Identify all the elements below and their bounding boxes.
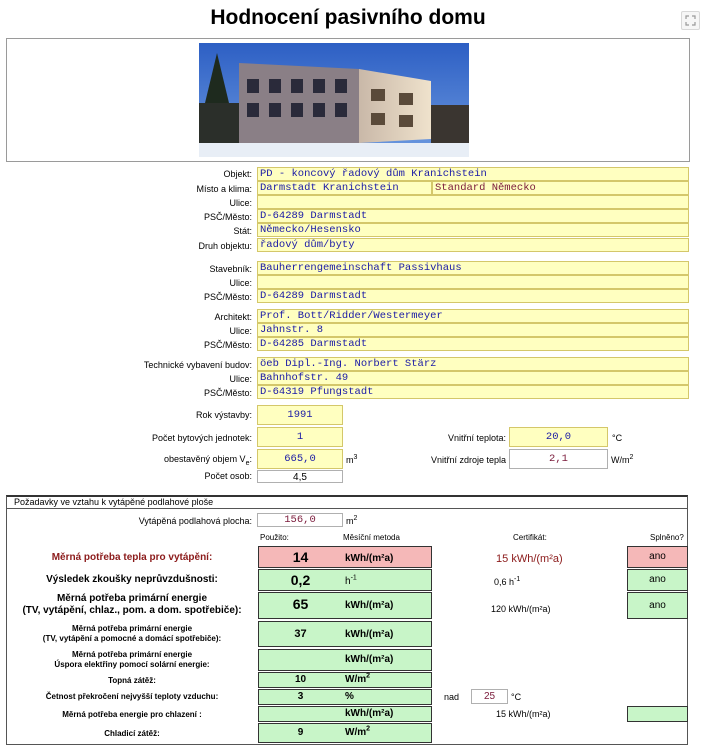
area-unit bbox=[346, 516, 357, 526]
heating-demand-unit: kWh/(m²a) bbox=[345, 553, 394, 564]
airtightness-unit-sup: -1 bbox=[350, 574, 357, 582]
heating-demand-cert bbox=[496, 553, 563, 565]
cooling-demand-label: Měrná potřeba energie pro chlazení : bbox=[62, 710, 202, 719]
year-field[interactable]: 1991 bbox=[257, 405, 343, 425]
area-unit-sup: 2 bbox=[353, 515, 358, 522]
airtightness-cert-sup: -1 bbox=[514, 576, 521, 583]
cooling-demand-unit: kWh/(m²a) bbox=[345, 708, 394, 719]
heating-demand-value: 14 bbox=[292, 549, 309, 565]
location-label: Místo a klima: bbox=[196, 184, 252, 194]
architect-field[interactable]: Prof. Bott/Ridder/Westermeyer bbox=[257, 309, 689, 323]
volume-label-sub: e bbox=[245, 459, 250, 467]
engineer-label: Technické vybavení budov: bbox=[143, 360, 252, 370]
cooling-demand-cert-unit: kWh/(m²a) bbox=[508, 709, 551, 719]
persons-value: 4,5 bbox=[257, 470, 343, 483]
airtightness-unit bbox=[345, 576, 357, 587]
heating-load-unit-text: W/m bbox=[345, 674, 367, 685]
primary-energy-cert bbox=[491, 604, 551, 614]
builder-zip-field[interactable]: D-64289 Darmstadt bbox=[257, 289, 689, 303]
engineer-zip-field[interactable]: D-64319 Pfungstadt bbox=[257, 385, 689, 399]
object-field[interactable]: PD - koncový řadový dům Kranichstein bbox=[257, 167, 689, 181]
overheating-unit: % bbox=[345, 691, 354, 702]
object-label: Objekt: bbox=[223, 169, 252, 179]
col-used: Použito: bbox=[260, 533, 289, 542]
temp-field[interactable]: 20,0 bbox=[509, 427, 608, 447]
architect-street-field[interactable]: Jahnstr. 8 bbox=[257, 323, 689, 337]
street-label: Ulice: bbox=[229, 198, 252, 208]
overheating-limit: 25 bbox=[471, 689, 508, 704]
airtightness-cert-unit: h bbox=[509, 577, 515, 587]
heating-load-unit-sup: 2 bbox=[366, 672, 371, 680]
street-field[interactable] bbox=[257, 195, 689, 209]
cooling-demand-cert-value: 15 bbox=[496, 709, 507, 719]
airtightness-label: Výsledek zkoušky neprůvzdušnosti: bbox=[46, 574, 218, 585]
overheating-label: Četnost překročení nejvyšší teploty vzduchu: bbox=[45, 692, 219, 701]
engineer-street-field[interactable]: Bahnhofstr. 49 bbox=[257, 371, 689, 385]
airtightness-cert-value: 0,6 bbox=[494, 577, 507, 587]
architect-zip-label: PSČ/Město: bbox=[203, 340, 252, 350]
solar-savings-label-1: Měrná potřeba primární energie bbox=[71, 650, 193, 659]
heating-load-value: 10 bbox=[294, 674, 307, 685]
primary-energy-label bbox=[14, 593, 250, 617]
airtightness-cert bbox=[494, 577, 520, 587]
volume-label-text: obestavěný objem V bbox=[164, 454, 246, 464]
climate-field[interactable]: Standard Německo bbox=[432, 181, 689, 195]
engineer-zip-label: PSČ/Město: bbox=[203, 388, 252, 398]
cooling-load-unit-text: W/m bbox=[345, 727, 367, 738]
heating-load-label: Topná zátěž: bbox=[108, 676, 156, 685]
area-label: Vytápěná podlahová plocha: bbox=[138, 516, 252, 526]
builder-zip-label: PSČ/Město: bbox=[203, 292, 252, 302]
persons-label: Počet osob: bbox=[204, 471, 252, 481]
gains-unit bbox=[611, 455, 633, 465]
heating-load-unit bbox=[345, 674, 370, 685]
cooling-load-unit bbox=[345, 727, 370, 738]
engineer-street-label: Ulice: bbox=[229, 374, 252, 384]
builder-label: Stavebník: bbox=[209, 264, 252, 274]
primary-energy-2-value: 37 bbox=[294, 628, 307, 640]
object-type-label: Druh objektu: bbox=[198, 241, 252, 251]
zip-city-label: PSČ/Město: bbox=[203, 212, 252, 222]
cooling-demand-cert bbox=[496, 709, 551, 719]
requirements-header: Požadavky ve vztahu k vytápěné podlahové ploše bbox=[14, 497, 214, 507]
volume-unit-text: m bbox=[346, 455, 354, 465]
gains-unit-text: W/m bbox=[611, 455, 630, 465]
solar-savings-label-2: Úspora elektřiny pomocí solární energie: bbox=[54, 660, 210, 669]
volume-unit bbox=[346, 455, 357, 465]
architect-street-label: Ulice: bbox=[229, 326, 252, 336]
expand-icon[interactable] bbox=[681, 11, 700, 30]
primary-energy-ok: ano bbox=[627, 592, 688, 619]
primary-energy-cert-value: 120 bbox=[491, 604, 507, 614]
country-label: Stát: bbox=[233, 226, 252, 236]
location-field[interactable]: Darmstadt Kranichstein bbox=[257, 181, 432, 195]
heating-demand-label: Měrná potřeba tepla pro vytápění: bbox=[51, 552, 213, 563]
overheating-limit-unit: °C bbox=[511, 692, 522, 702]
airtightness-ok: ano bbox=[627, 569, 688, 591]
gains-value: 2,1 bbox=[509, 449, 608, 469]
cooling-load-value: 9 bbox=[297, 727, 304, 738]
airtightness-value: 0,2 bbox=[290, 572, 311, 588]
zip-city-field[interactable]: D-64289 Darmstadt bbox=[257, 209, 689, 223]
overheating-over-label: nad bbox=[444, 692, 460, 702]
primary-energy-label-1: Měrná potřeba primární energie bbox=[56, 593, 208, 604]
units-label: Počet bytových jednotek: bbox=[151, 433, 252, 443]
object-type-field[interactable]: řadový dům/byty bbox=[257, 238, 689, 252]
heating-demand-cert-unit: kWh/(m²a) bbox=[511, 553, 563, 565]
building-photo bbox=[199, 43, 469, 157]
year-label: Rok výstavby: bbox=[195, 410, 252, 420]
builder-street-label: Ulice: bbox=[229, 278, 252, 288]
cooling-load-unit-sup: 2 bbox=[366, 725, 371, 733]
builder-field[interactable]: Bauherrengemeinschaft Passivhaus bbox=[257, 261, 689, 275]
area-value: 156,0 bbox=[257, 513, 343, 527]
volume-field[interactable]: 665,0 bbox=[257, 449, 343, 469]
architect-label: Architekt: bbox=[214, 312, 252, 322]
volume-unit-sup: 3 bbox=[353, 454, 358, 461]
solar-savings-unit: kWh/(m²a) bbox=[345, 654, 394, 665]
country-field[interactable]: Německo/Hesensko bbox=[257, 223, 689, 237]
airtightness-unit-text: h bbox=[345, 576, 351, 587]
col-method: Měsíční metoda bbox=[343, 533, 400, 542]
primary-energy-label-2: (TV, vytápění, chlaz., pom. a dom. spotřebiče): bbox=[22, 605, 242, 616]
builder-street-field[interactable] bbox=[257, 275, 689, 289]
primary-energy-unit: kWh/(m²a) bbox=[345, 600, 394, 611]
volume-label: obestavěný objem $V_e$: bbox=[164, 454, 252, 467]
gains-unit-sup: 2 bbox=[629, 454, 634, 461]
primary-energy-cert-unit: kWh/(m²a) bbox=[508, 604, 551, 614]
primary-energy-2-label bbox=[14, 624, 250, 644]
primary-energy-value: 65 bbox=[292, 596, 309, 612]
overheating-value: 3 bbox=[297, 691, 304, 702]
gains-label: Vnitřní zdroje tepla bbox=[430, 455, 506, 465]
temp-label: Vnitřní teplota: bbox=[447, 433, 506, 443]
col-ok: Splněno? bbox=[650, 533, 684, 542]
heating-demand-ok: ano bbox=[627, 546, 688, 568]
primary-energy-2-label-1: Měrná potřeba primární energie bbox=[71, 624, 193, 633]
page-title: Hodnocení pasivního domu bbox=[210, 6, 486, 29]
temp-unit: °C bbox=[612, 433, 623, 443]
units-field[interactable]: 1 bbox=[257, 427, 343, 447]
heating-demand-cert-value: 15 bbox=[496, 553, 509, 565]
area-unit-text: m bbox=[346, 516, 354, 526]
cooling-load-label: Chladicí zátěž: bbox=[104, 729, 160, 738]
engineer-field[interactable]: öeb Dipl.-Ing. Norbert Stärz bbox=[257, 357, 689, 371]
col-cert: Certifikát: bbox=[513, 533, 547, 542]
cooling-demand-ok bbox=[627, 706, 688, 722]
architect-zip-field[interactable]: D-64285 Darmstadt bbox=[257, 337, 689, 351]
requirements-divider bbox=[6, 508, 688, 509]
primary-energy-2-label-2: (TV, vytápění a pomocné a domácí spotřebiče): bbox=[42, 634, 222, 643]
solar-savings-label bbox=[14, 650, 250, 670]
primary-energy-2-unit: kWh/(m²a) bbox=[345, 629, 394, 640]
